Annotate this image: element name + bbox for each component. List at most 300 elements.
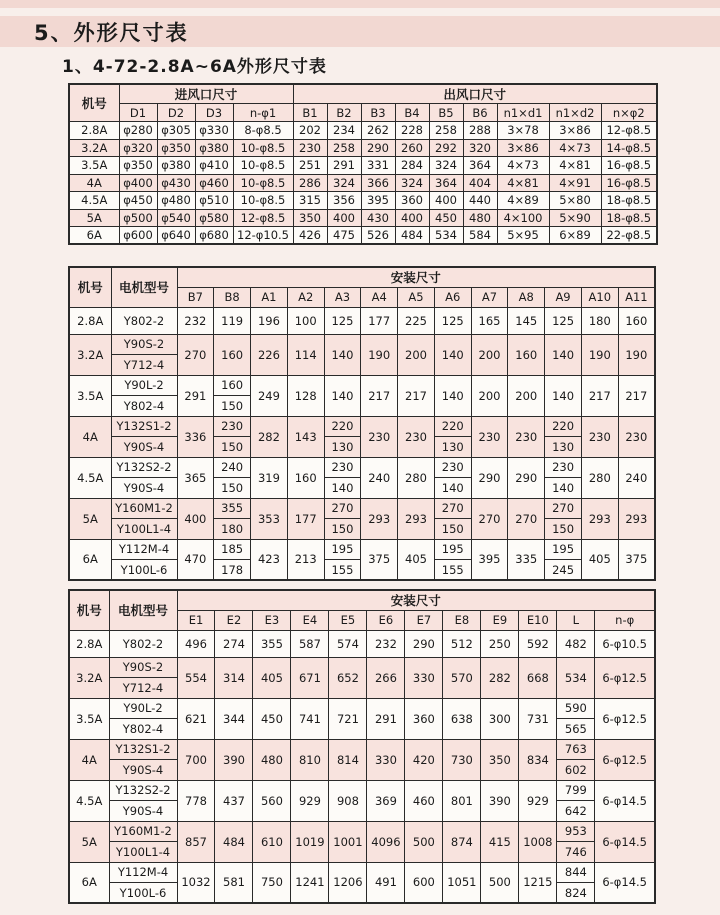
machine-cell: 5A (69, 209, 119, 227)
value-cell: 195 (434, 539, 471, 560)
machine-cell: 4.5A (69, 192, 119, 210)
machine-col-header: 机号 (69, 590, 109, 630)
motor-cell: Y712-4 (111, 355, 177, 376)
value-cell: 225 (398, 307, 435, 334)
value-cell: 314 (215, 657, 253, 698)
value-cell: 450 (429, 209, 463, 227)
column-header: E4 (291, 610, 329, 630)
machine-cell: 3.2A (69, 139, 119, 157)
value-cell: 119 (214, 307, 251, 334)
motor-cell: Y90S-2 (111, 334, 177, 355)
machine-cell: 3.5A (69, 375, 111, 416)
value-cell: 140 (434, 478, 471, 499)
value-cell: φ680 (195, 227, 233, 245)
top-accent-band (0, 0, 720, 8)
value-cell: 400 (395, 209, 429, 227)
motor-cell: Y90S-4 (111, 437, 177, 458)
column-header: D3 (195, 104, 233, 122)
value-cell: 350 (481, 739, 519, 780)
value-cell: 200 (471, 375, 508, 416)
installation-dimensions-table-a (68, 266, 656, 581)
value-cell: 125 (324, 307, 361, 334)
value-cell: 320 (463, 139, 497, 157)
column-header: B3 (361, 104, 395, 122)
column-header: B7 (177, 287, 214, 307)
group-header: 安装尺寸 (177, 267, 655, 287)
value-cell: 460 (405, 780, 443, 821)
value-cell: 250 (481, 630, 519, 657)
value-cell: 423 (251, 539, 288, 580)
value-cell: 763 (557, 739, 595, 760)
value-cell: 500 (405, 821, 443, 862)
column-header: D2 (157, 104, 195, 122)
value-cell: 741 (291, 698, 329, 739)
machine-cell: 3.5A (69, 698, 109, 739)
value-cell: 230 (545, 457, 582, 478)
table-row (69, 227, 657, 245)
value-cell: 284 (395, 157, 429, 175)
section-subtitle: 1、4-72-2.8A~6A外形尺寸表 (62, 57, 327, 77)
column-header: A9 (545, 287, 582, 307)
machine-cell: 4.5A (69, 780, 109, 821)
value-cell: 140 (324, 478, 361, 499)
value-cell: 240 (214, 457, 251, 478)
value-cell: 10-φ8.5 (233, 192, 293, 210)
value-cell: 291 (177, 375, 214, 416)
column-header: B4 (395, 104, 429, 122)
value-cell: 430 (361, 209, 395, 227)
column-header: E1 (177, 610, 215, 630)
value-cell: 426 (293, 227, 327, 245)
value-cell: 4×91 (549, 174, 601, 192)
value-cell: 155 (324, 560, 361, 581)
value-cell: 230 (361, 416, 398, 457)
motor-cell: Y802-4 (111, 396, 177, 417)
value-cell: 584 (463, 227, 497, 245)
value-cell: φ350 (119, 157, 157, 175)
motor-col-header: 电机型号 (109, 590, 177, 630)
motor-cell: Y132S2-2 (111, 457, 177, 478)
value-cell: 375 (618, 539, 655, 580)
value-cell: 22-φ8.5 (601, 227, 657, 245)
column-header: A3 (324, 287, 361, 307)
value-cell: 270 (324, 498, 361, 519)
inlet-outlet-dimensions-table (68, 83, 658, 245)
value-cell: 844 (557, 862, 595, 883)
motor-cell: Y90S-2 (109, 657, 177, 678)
value-cell: 400 (429, 192, 463, 210)
value-cell: 360 (395, 192, 429, 210)
value-cell: 3×78 (497, 122, 549, 140)
value-cell: 355 (214, 498, 251, 519)
value-cell: 335 (508, 539, 545, 580)
value-cell: 270 (545, 498, 582, 519)
column-header: A11 (618, 287, 655, 307)
value-cell: 592 (519, 630, 557, 657)
machine-cell: 4.5A (69, 457, 111, 498)
value-cell: 824 (557, 883, 595, 904)
value-cell: 731 (519, 698, 557, 739)
value-cell: φ380 (157, 157, 195, 175)
value-cell: φ580 (195, 209, 233, 227)
value-cell: 155 (434, 560, 471, 581)
page-title: 5、外形尺寸表 (34, 20, 189, 45)
value-cell: 240 (618, 457, 655, 498)
value-cell: 150 (434, 519, 471, 540)
value-cell: 810 (291, 739, 329, 780)
column-header: B2 (327, 104, 361, 122)
column-header: n×φ2 (601, 104, 657, 122)
value-cell: 288 (463, 122, 497, 140)
machine-cell: 3.2A (69, 334, 111, 375)
value-cell: 114 (287, 334, 324, 375)
value-cell: 330 (405, 657, 443, 698)
machine-cell: 2.8A (69, 122, 119, 140)
machine-cell: 2.8A (69, 630, 109, 657)
value-cell: 1215 (519, 862, 557, 903)
value-cell: 270 (177, 334, 214, 375)
value-cell: 857 (177, 821, 215, 862)
value-cell: 232 (177, 307, 214, 334)
table-row (69, 122, 657, 140)
value-cell: φ500 (119, 209, 157, 227)
table-row (69, 630, 655, 657)
value-cell: 554 (177, 657, 215, 698)
machine-cell: 6A (69, 539, 111, 580)
value-cell: 262 (361, 122, 395, 140)
value-cell: 190 (361, 334, 398, 375)
value-cell: 3×86 (549, 122, 601, 140)
value-cell: 1008 (519, 821, 557, 862)
value-cell: 160 (508, 334, 545, 375)
value-cell: 5×80 (549, 192, 601, 210)
value-cell: 581 (215, 862, 253, 903)
column-header: n1×d1 (497, 104, 549, 122)
value-cell: 324 (395, 174, 429, 192)
value-cell: φ400 (119, 174, 157, 192)
value-cell: 125 (545, 307, 582, 334)
machine-cell: 6A (69, 862, 109, 903)
group-header: 安装尺寸 (177, 590, 655, 610)
value-cell: 230 (434, 457, 471, 478)
value-cell: 230 (324, 457, 361, 478)
value-cell: 400 (327, 209, 361, 227)
value-cell: φ450 (119, 192, 157, 210)
value-cell: 350 (293, 209, 327, 227)
value-cell: 251 (293, 157, 327, 175)
value-cell: 4×81 (497, 174, 549, 192)
value-cell: 12-φ10.5 (233, 227, 293, 245)
value-cell: 165 (471, 307, 508, 334)
value-cell: φ280 (119, 122, 157, 140)
column-header: B1 (293, 104, 327, 122)
value-cell: 213 (287, 539, 324, 580)
value-cell: 217 (361, 375, 398, 416)
value-cell: 778 (177, 780, 215, 821)
value-cell: 700 (177, 739, 215, 780)
value-cell: 324 (429, 157, 463, 175)
value-cell: 150 (324, 519, 361, 540)
machine-cell: 4A (69, 416, 111, 457)
value-cell: 180 (581, 307, 618, 334)
value-cell: 18-φ8.5 (601, 209, 657, 227)
value-cell: 496 (177, 630, 215, 657)
table-row (69, 307, 655, 334)
table-row (69, 192, 657, 210)
value-cell: 534 (557, 657, 595, 698)
column-header: B5 (429, 104, 463, 122)
motor-cell: Y100L1-4 (111, 519, 177, 540)
value-cell: 150 (214, 437, 251, 458)
motor-cell: Y90S-4 (109, 760, 177, 781)
value-cell: 801 (443, 780, 481, 821)
machine-cell: 3.2A (69, 657, 109, 698)
value-cell: 420 (405, 739, 443, 780)
value-cell: 400 (177, 498, 214, 539)
value-cell: 293 (361, 498, 398, 539)
group-header: 出风口尺寸 (293, 84, 657, 104)
machine-cell: 5A (69, 498, 111, 539)
value-cell: 125 (434, 307, 471, 334)
value-cell: φ330 (195, 122, 233, 140)
value-cell: φ305 (157, 122, 195, 140)
value-cell: 484 (395, 227, 429, 245)
machine-cell: 4A (69, 174, 119, 192)
value-cell: 1206 (329, 862, 367, 903)
table-row (69, 209, 657, 227)
value-cell: 6-φ12.5 (595, 698, 655, 739)
value-cell: 415 (481, 821, 519, 862)
column-header: A7 (471, 287, 508, 307)
value-cell: 220 (324, 416, 361, 437)
value-cell: 258 (327, 139, 361, 157)
value-cell: 178 (214, 560, 251, 581)
value-cell: 587 (291, 630, 329, 657)
value-cell: 4×89 (497, 192, 549, 210)
value-cell: φ410 (195, 157, 233, 175)
value-cell: 638 (443, 698, 481, 739)
value-cell: 190 (581, 334, 618, 375)
value-cell: 6×89 (549, 227, 601, 245)
column-header: L (557, 610, 595, 630)
value-cell: 6-φ14.5 (595, 780, 655, 821)
motor-cell: Y160M1-2 (111, 498, 177, 519)
value-cell: 610 (253, 821, 291, 862)
value-cell: 668 (519, 657, 557, 698)
table-row (69, 457, 655, 478)
value-cell: 217 (398, 375, 435, 416)
value-cell: 16-φ8.5 (601, 174, 657, 192)
column-header: n1×d2 (549, 104, 601, 122)
value-cell: 230 (471, 416, 508, 457)
table-row (69, 157, 657, 175)
value-cell: 319 (251, 457, 288, 498)
motor-cell: Y100L1-4 (109, 842, 177, 863)
value-cell: φ320 (119, 139, 157, 157)
value-cell: 286 (293, 174, 327, 192)
value-cell: 390 (215, 739, 253, 780)
value-cell: 834 (519, 739, 557, 780)
machine-cell: 5A (69, 821, 109, 862)
title-band (0, 16, 720, 47)
motor-cell: Y112M-4 (111, 539, 177, 560)
value-cell: 621 (177, 698, 215, 739)
value-cell: 130 (324, 437, 361, 458)
value-cell: 230 (398, 416, 435, 457)
column-header: A5 (398, 287, 435, 307)
value-cell: 220 (545, 416, 582, 437)
value-cell: 405 (398, 539, 435, 580)
table-row (69, 780, 655, 801)
value-cell: 10-φ8.5 (233, 157, 293, 175)
value-cell: 195 (324, 539, 361, 560)
value-cell: 1241 (291, 862, 329, 903)
motor-cell: Y90S-4 (111, 478, 177, 499)
value-cell: 512 (443, 630, 481, 657)
value-cell: 364 (463, 157, 497, 175)
value-cell: 344 (215, 698, 253, 739)
motor-cell: Y132S1-2 (111, 416, 177, 437)
motor-cell: Y90S-4 (109, 801, 177, 822)
machine-cell: 6A (69, 227, 119, 245)
value-cell: 290 (508, 457, 545, 498)
column-header: E2 (215, 610, 253, 630)
value-cell: 230 (581, 416, 618, 457)
value-cell: 290 (471, 457, 508, 498)
value-cell: 228 (395, 122, 429, 140)
motor-cell: Y90L-2 (109, 698, 177, 719)
value-cell: 355 (253, 630, 291, 657)
value-cell: 160 (287, 457, 324, 498)
value-cell: 200 (508, 375, 545, 416)
value-cell: 1001 (329, 821, 367, 862)
table-row (69, 498, 655, 519)
value-cell: 1051 (443, 862, 481, 903)
value-cell: 230 (214, 416, 251, 437)
value-cell: 128 (287, 375, 324, 416)
motor-cell: Y802-4 (109, 719, 177, 740)
table-row (69, 334, 655, 355)
machine-cell: 2.8A (69, 307, 111, 334)
value-cell: 366 (361, 174, 395, 192)
value-cell: 4×73 (497, 157, 549, 175)
motor-cell: Y90L-2 (111, 375, 177, 396)
header-row (69, 104, 657, 122)
value-cell: 140 (324, 375, 361, 416)
value-cell: 10-φ8.5 (233, 174, 293, 192)
value-cell: 405 (253, 657, 291, 698)
value-cell: 560 (253, 780, 291, 821)
value-cell: 143 (287, 416, 324, 457)
value-cell: 177 (287, 498, 324, 539)
column-header: n-φ1 (233, 104, 293, 122)
value-cell: 240 (361, 457, 398, 498)
value-cell: 929 (291, 780, 329, 821)
value-cell: 260 (395, 139, 429, 157)
value-cell: 200 (398, 334, 435, 375)
value-cell: 196 (251, 307, 288, 334)
value-cell: 730 (443, 739, 481, 780)
value-cell: 258 (429, 122, 463, 140)
value-cell: 160 (618, 307, 655, 334)
value-cell: 202 (293, 122, 327, 140)
motor-cell: Y802-2 (111, 307, 177, 334)
value-cell: 140 (434, 334, 471, 375)
machine-col-header: 机号 (69, 267, 111, 307)
value-cell: 404 (463, 174, 497, 192)
group-header: 进风口尺寸 (119, 84, 293, 104)
header-row (69, 590, 655, 610)
value-cell: 395 (471, 539, 508, 580)
value-cell: 280 (581, 457, 618, 498)
value-cell: 395 (361, 192, 395, 210)
value-cell: 315 (293, 192, 327, 210)
value-cell: 230 (508, 416, 545, 457)
motor-cell: Y712-4 (109, 678, 177, 699)
table-row (69, 698, 655, 719)
value-cell: 280 (398, 457, 435, 498)
value-cell: 226 (251, 334, 288, 375)
value-cell: 300 (481, 698, 519, 739)
value-cell: 799 (557, 780, 595, 801)
value-cell: φ640 (157, 227, 195, 245)
value-cell: 5×95 (497, 227, 549, 245)
table-row (69, 375, 655, 396)
motor-cell: Y132S2-2 (109, 780, 177, 801)
value-cell: 230 (293, 139, 327, 157)
table-row (69, 657, 655, 678)
value-cell: 217 (581, 375, 618, 416)
value-cell: 450 (253, 698, 291, 739)
motor-col-header: 电机型号 (111, 267, 177, 307)
value-cell: 293 (398, 498, 435, 539)
value-cell: 6-φ14.5 (595, 821, 655, 862)
header-row (69, 84, 657, 104)
value-cell: 4×73 (549, 139, 601, 157)
table-row (69, 416, 655, 437)
value-cell: 482 (557, 630, 595, 657)
value-cell: 293 (618, 498, 655, 539)
value-cell: 130 (434, 437, 471, 458)
table-row (69, 862, 655, 883)
machine-cell: 3.5A (69, 157, 119, 175)
value-cell: 336 (177, 416, 214, 457)
installation-dimensions-table-e (68, 589, 656, 904)
table-row (69, 174, 657, 192)
value-cell: 908 (329, 780, 367, 821)
table-row (69, 139, 657, 157)
value-cell: φ380 (195, 139, 233, 157)
value-cell: 574 (329, 630, 367, 657)
value-cell: 12-φ8.5 (601, 122, 657, 140)
value-cell: 140 (434, 375, 471, 416)
machine-cell: 4A (69, 739, 109, 780)
value-cell: 953 (557, 821, 595, 842)
value-cell: 245 (545, 560, 582, 581)
value-cell: 642 (557, 801, 595, 822)
value-cell: 437 (215, 780, 253, 821)
value-cell: φ460 (195, 174, 233, 192)
value-cell: 440 (463, 192, 497, 210)
value-cell: 365 (177, 457, 214, 498)
value-cell: 282 (481, 657, 519, 698)
value-cell: 652 (329, 657, 367, 698)
value-cell: 140 (545, 375, 582, 416)
value-cell: 480 (253, 739, 291, 780)
value-cell: φ480 (157, 192, 195, 210)
value-cell: 1019 (291, 821, 329, 862)
value-cell: 6-φ12.5 (595, 739, 655, 780)
